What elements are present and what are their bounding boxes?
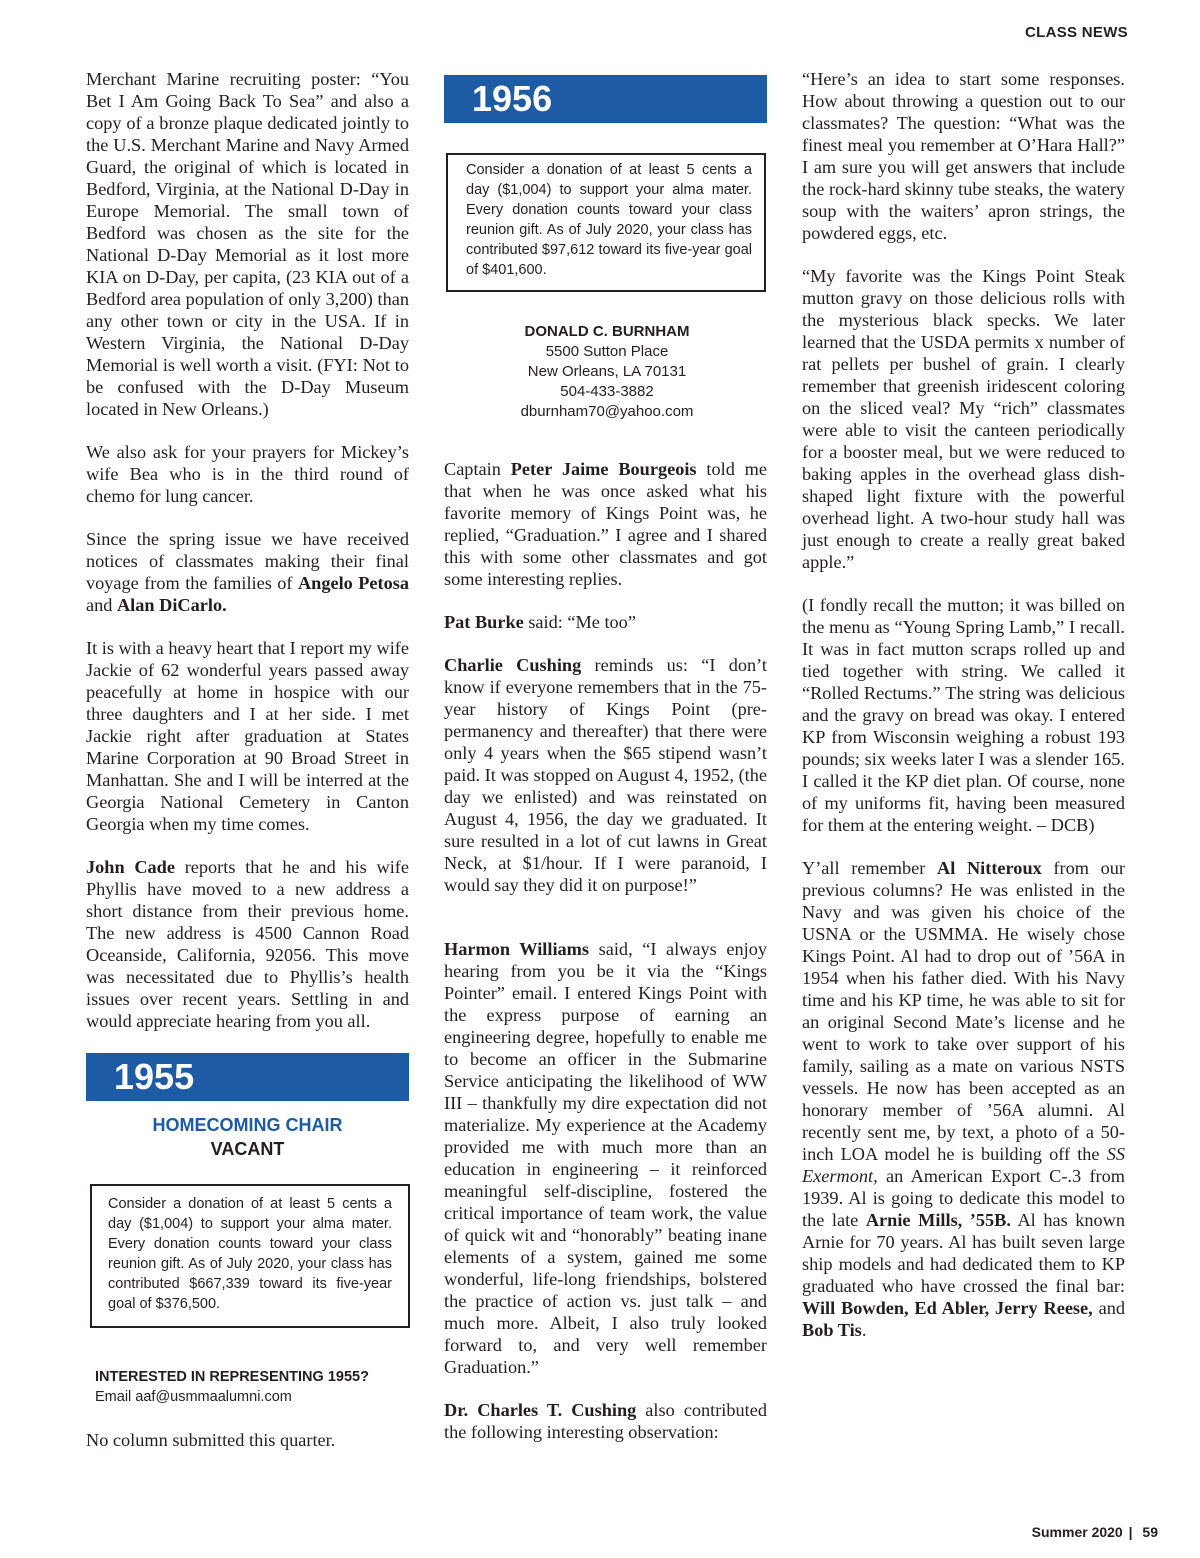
paragraph-charlie-cushing: Charlie Cushing reminds us: “I don’t know if everyone remembers that in the 75-year history of Kings Point (pre-permanency and thereafter) that there were only 4 years when the $65 stipend wasn’t paid. It was stopped on August 4, 1952, (the day we enlisted) and was reinstated on August 4, 1956, the day we graduated. It sure resulted in a lot of cut lawns in Great Neck, at $1/hour. If I were paranoid, I would say they did it on purpose!”	[444, 655, 768, 895]
interest-email[interactable]: Email aaf@usmmaalumni.com	[95, 1389, 292, 1405]
footer-separator: |	[1128, 1524, 1133, 1540]
homecoming-chair-status: VACANT	[210, 1139, 285, 1159]
no-column-note: No column submitted this quarter.	[86, 1430, 336, 1450]
paragraph-pat-burke: Pat Burke said: “Me too”	[444, 612, 636, 632]
paragraph-al-nitteroux: Y’all remember Al Nitteroux from our previous columns? He was enlisted in the Navy and was given his choice of the USNA or the USMMA. He wisely chose Kings Point. Al had to drop out of ’56A in 1954 when his father died. With his Navy time and his KP time, he was able to sit for an original Second Mate’s license and he went to work to take over support of his family, sailing as a mate on various NSTS vessels. He now has been accepted as an honorary member of ’56A alumni. Al recently sent me, by text, a photo of a 50-inch LOA model he is building off the SS Exermont, an American Export C-.3 from 1939. Al is going to dedicate this model to the late Arnie Mills, ’55B. Al has known Arnie for 70 years. Al has built seven large ship models and had dedicated them to KP graduated who have crossed the final bar: Will Bowden, Ed Abler, Jerry Reese, and Bob Tis.	[802, 858, 1125, 1340]
donation-box-1956: Consider a donation of at least 5 cents a day ($1,004) to support your alma mater. Every donation counts toward your class reunion gift. As of July 2020, your class has contributed $97,612 toward its five-year goal of $401,600.	[446, 153, 766, 292]
class-reporter-contact	[442, 322, 772, 422]
ship-name: SS Exermont,	[802, 1144, 1125, 1186]
name-charlie-cushing: Charlie Cushing	[444, 655, 582, 675]
name-bob-tis: Bob Tis	[802, 1320, 862, 1340]
paragraph-john-cade: John Cade reports that he and his wife Phyllis have moved to a new address a short distance from their previous home. The new address is 4500 Cannon Road Oceanside, California, 92056. This move was necessitated due to Phyllis’s health issues over recent years. Settling in and would appreciate hearing from you all.	[86, 857, 409, 1031]
donation-box-1955: Consider a donation of at least 5 cents a day ($1,004) to support your alma mater. Every donation counts toward your class reunion gift. As of July 2020, your class has contributed $667,339 toward its five-year goal of $376,500.	[90, 1184, 410, 1328]
page-number: 59	[1142, 1524, 1158, 1540]
name-alan-dicarlo: Alan DiCarlo.	[116, 595, 227, 615]
paragraph-charles-cushing: Dr. Charles T. Cushing also contributed the following interesting observation:	[444, 1400, 768, 1442]
interest-title: INTERESTED IN REPRESENTING 1955?	[95, 1369, 369, 1385]
issue-label: Summer 2020	[1031, 1524, 1123, 1540]
year-banner-1955: 1955	[86, 1053, 409, 1101]
year-banner-1956: 1956	[444, 75, 767, 123]
name-arnie-mills: Arnie Mills, ’55B.	[865, 1210, 1011, 1230]
paragraph-meal-question: “Here’s an idea to start some responses. How about throwing a question out to our classmates? The question: “What was the finest meal you remember at O’Hara Hall?” I am sure you will get answers that include the rock-hard skinny tube steaks, the watery soup with the waiters’ apron strings, the powdered eggs, etc.	[802, 69, 1125, 243]
page-footer	[1032, 1524, 1158, 1540]
name-al-nitteroux: Al Nitteroux	[937, 858, 1042, 878]
section-label: CLASS NEWS	[1024, 24, 1128, 41]
name-charles-t-cushing: Dr. Charles T. Cushing	[444, 1400, 637, 1420]
reporter-email[interactable]: dburnham70@yahoo.com	[520, 403, 694, 420]
name-john-cade: John Cade	[86, 857, 175, 877]
paragraph-harmon-williams: Harmon Williams said, “I always enjoy hearing from you be it via the “Kings Pointer” email. I entered Kings Point with the express purpose of earning an engineering degree, hopefully to enable me to become an officer in the Submarine Service anticipating the likelihood of WW III – thankfully my dire expectation did not materialize. My experience at the Academy provided me with much more than an education in engineering – it reinforced meaningful self-discipline, fostered the critical importance of team work, the value of quick wit and “honorably” beating inane elements of a system, gained me some wonderful, life-long friendships, bolstered the practice of action vs. just talk – and much more. Albeit, I also truly looked forward to, and very well remember Graduation.”	[444, 939, 767, 1377]
paragraph-mutton-gravy: “My favorite was the Kings Point Steak mutton gravy on those delicious rolls with the mysterious black specks. We later learned that the USDA permits x number of rat pellets per bushel of grain. I clearly remember that greenish iridescent coloring on the sliced veal? My “rich” classmates were able to visit the canteen periodically for a booster meal, but we were reduced to baking apples in the overhead glass dish-shaped light fixture with the powerful overhead light. A two-hour study hall was just enough to create a really great baked apple.”	[802, 266, 1125, 572]
column-1	[86, 68, 409, 1472]
column-2	[444, 75, 767, 1464]
homecoming-chair-title: HOMECOMING CHAIR	[152, 1115, 343, 1135]
column-3	[802, 68, 1125, 1362]
name-angelo-petosa: Angelo Petosa	[297, 573, 409, 593]
paragraph-bourgeois: Captain Peter Jaime Bourgeois told me that when he was once asked what his favorite memory of Kings Point was, he replied, “Graduation.” I agree and I shared this with some other classmates and got some interesting replies.	[444, 459, 768, 589]
paragraph-final-voyage: Since the spring issue we have received notices of classmates making their final voyage from the families of Angelo Petosa and Alan DiCarlo.	[86, 529, 409, 615]
paragraph-jackie: It is with a heavy heart that I report my wife Jackie of 62 wonderful years passed away peacefully at home in hospice with our three daughters and I at her side. I met Jackie right after graduation at States Marine Corporation at 90 Broad Street in Manhattan. She and I will be interred at the Georgia National Cemetery in Canton Georgia when my time comes.	[86, 638, 409, 834]
paragraph-prayers: We also ask for your prayers for Mickey’s wife Bea who is in the third round of chemo for lung cancer.	[86, 442, 409, 506]
reporter-city: New Orleans, LA 70131	[527, 363, 687, 380]
paragraph-dcb-note: (I fondly recall the mutton; it was billed on the menu as “Young Spring Lamb,” I recall. It was in fact mutton scraps rolled up and tied together with string. We called it “Rolled Rectums.” The string was delicious and the gravy on bread was okay. I entered KP from Wisconsin weighing a robust 193 pounds; six weeks later I was a slender 165. I called it the KP diet plan. Of course, none of my uniforms fit, having been measured for them at the entering weight. – DCB)	[802, 595, 1125, 835]
interest-1955	[95, 1367, 409, 1407]
names-crossed-bar: Will Bowden, Ed Abler, Jerry Reese,	[802, 1298, 1093, 1318]
name-pat-burke: Pat Burke	[444, 612, 524, 632]
reporter-street: 5500 Sutton Place	[545, 343, 669, 360]
reporter-phone: 504-433-3882	[560, 383, 654, 400]
paragraph-memorial: Merchant Marine recruiting poster: “You Bet I Am Going Back To Sea” and also a copy of a bronze plaque dedicated jointly to the U.S. Merchant Marine and Navy Armed Guard, the original of which is located in Bedford, Virginia, at the National D-Day in Europe Memorial. The small town of Bedford was chosen as the site for the National D-Day Memorial as it lost more KIA on D-Day, per capita, (23 KIA out of a Bedford area population of only 3,200) than any other town or city in the USA. If in Western Virginia, the National D-Day Memorial is well worth a visit. (FYI: Not to be confused with the D-Day Museum located in New Orleans.)	[86, 69, 409, 419]
name-harmon-williams: Harmon Williams	[444, 939, 590, 959]
reporter-name: DONALD C. BURNHAM	[524, 323, 690, 340]
name-peter-jaime-bourgeois: Peter Jaime Bourgeois	[510, 459, 697, 479]
